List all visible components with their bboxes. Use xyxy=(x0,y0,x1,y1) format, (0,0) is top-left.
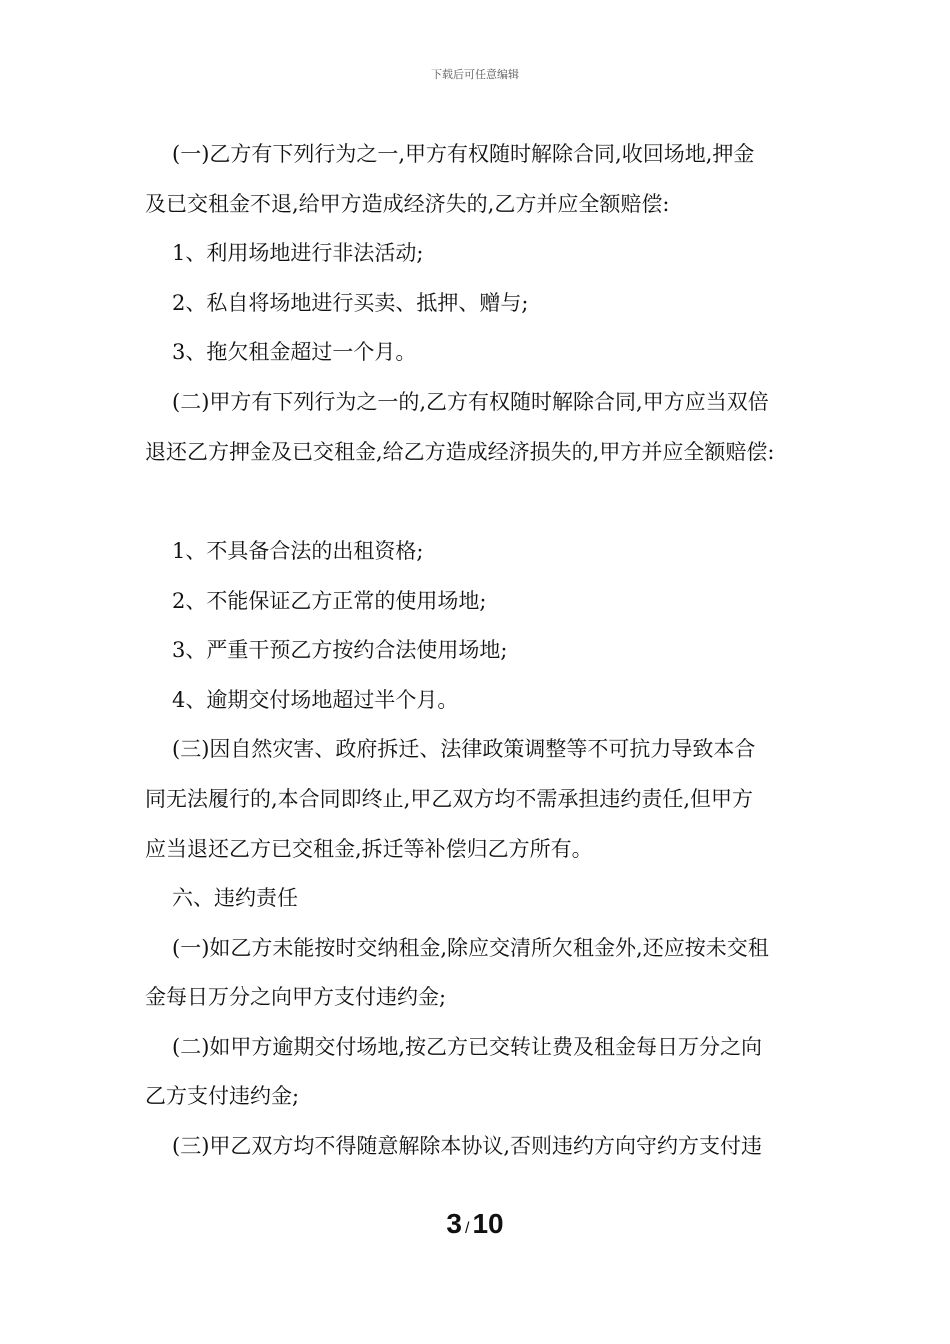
text-line: 退还乙方押金及已交租金,给乙方造成经济损失的,甲方并应全额赔偿: xyxy=(145,440,775,464)
text-line: (二)甲方有下列行为之一的,乙方有权随时解除合同,甲方应当双倍 xyxy=(172,390,769,414)
section-heading: 六、违约责任 xyxy=(172,886,298,910)
text-line: (三)甲乙双方均不得随意解除本协议,否则违约方向守约方支付违 xyxy=(172,1134,763,1158)
page-number xyxy=(0,1208,950,1240)
current-page: 3 xyxy=(446,1208,462,1239)
text-line: 2、私自将场地进行买卖、抵押、赠与; xyxy=(172,291,529,315)
text-line: 3、严重干预乙方按约合法使用场地; xyxy=(172,638,508,662)
text-line: 1、利用场地进行非法活动; xyxy=(172,241,424,265)
page-separator: / xyxy=(464,1220,470,1237)
text-line: 3、拖欠租金超过一个月。 xyxy=(172,340,417,364)
page-header: 下载后可任意编辑 xyxy=(431,68,519,81)
text-line: 金每日万分之向甲方支付违约金; xyxy=(145,985,447,1009)
text-line: 及已交租金不退,给甲方造成经济失的,乙方并应全额赔偿: xyxy=(145,192,670,216)
total-pages: 10 xyxy=(472,1208,504,1239)
text-line: (一)乙方有下列行为之一,甲方有权随时解除合同,收回场地,押金 xyxy=(172,142,755,166)
text-line: (二)如甲方逾期交付场地,按乙方已交转让费及租金每日万分之向 xyxy=(172,1035,763,1059)
text-line: 同无法履行的,本合同即终止,甲乙双方均不需承担违约责任,但甲方 xyxy=(145,787,754,811)
text-line: (三)因自然灾害、政府拆迁、法律政策调整等不可抗力导致本合 xyxy=(172,737,756,761)
text-line: 1、不具备合法的出租资格; xyxy=(172,539,424,563)
text-line: 4、逾期交付场地超过半个月。 xyxy=(172,688,459,712)
text-line: 应当退还乙方已交租金,拆迁等补偿归乙方所有。 xyxy=(145,837,593,861)
text-line: (一)如乙方未能按时交纳租金,除应交清所欠租金外,还应按未交租 xyxy=(172,936,769,960)
text-line: 2、不能保证乙方正常的使用场地; xyxy=(172,589,487,613)
text-line: 乙方支付违约金; xyxy=(145,1084,300,1108)
